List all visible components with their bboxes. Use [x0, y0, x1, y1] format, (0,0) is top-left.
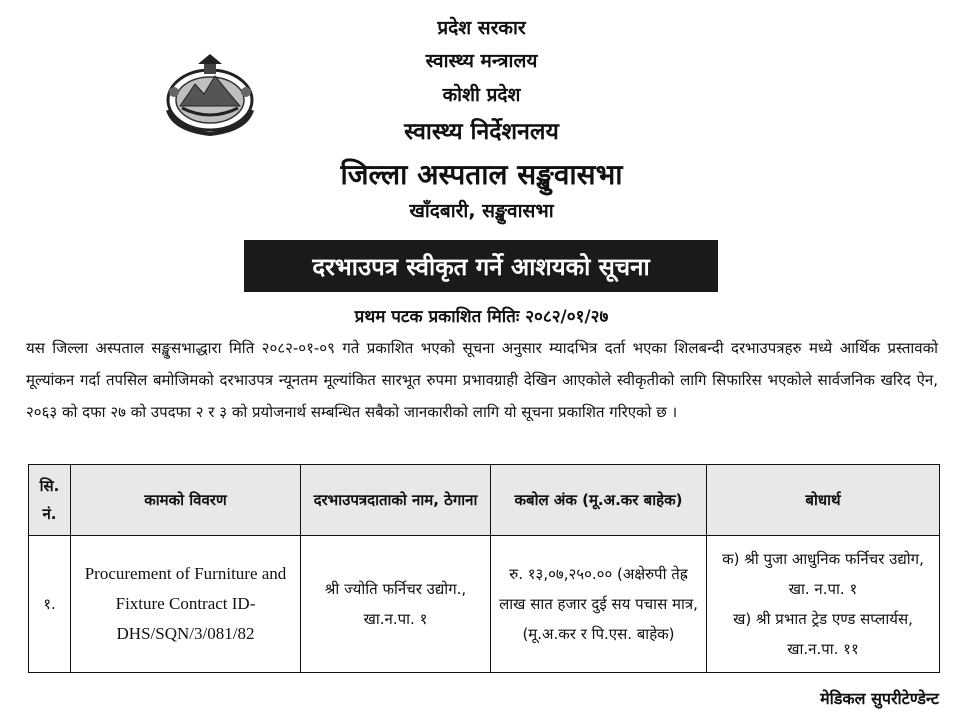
bid-table [28, 464, 940, 673]
cell-sn: १. [29, 536, 71, 673]
remarks-item-b: ख) श्री प्रभात ट्रेड एण्ड सप्लार्यस, खा.न.पा. ११ [733, 610, 913, 658]
header-directorate: स्वास्थ्य निर्देशनलय [404, 119, 559, 145]
cell-bidder: श्री ज्योति फर्निचर उद्योग., खा.न.पा. १ [301, 536, 491, 673]
cell-description: Procurement of Furniture and Fixture Contract ID-DHS/SQN/3/081/82 [71, 536, 301, 673]
cell-amount: रु. १३,०७,२५०.०० (अक्षेरुपी तेह्र लाख सात हजार दुई सय पचास मात्र, (मू.अ.कर र पि.एस. बाहेक) [491, 536, 707, 673]
table-row [29, 536, 940, 673]
header-province-name: कोशी प्रदेश [442, 84, 521, 106]
col-header-sn: सि. नं. [29, 465, 71, 536]
col-header-bidder: दरभाउपत्रदाताको नाम, ठेगाना [301, 465, 491, 536]
table-header-row [29, 465, 940, 536]
col-header-description: कामको विवरण [71, 465, 301, 536]
col-header-remarks: बोधार्थ [707, 465, 940, 536]
header-hospital-name: जिल्ला अस्पताल सङ्खुवासभा [340, 158, 623, 191]
notice-body: यस जिल्ला अस्पताल सङ्खुसभाद्धारा मिति २०८२-०१-०९ गते प्रकाशित भएको सूचना अनुसार म्यादभित्र दर्ता भएका शिलबन्दी दरभाउपत्रहरु मध्ये आर्थिक प्रस्तावको मूल्यांकन गर्दा तपसिल बमोजिमको दरभाउपत्र न्यूनतम मूल्यांकित सारभूत रुपमा प्रभावग्राही देखिन आएकोले स्वीकृतीको लागि सिफारिस भएकोले सार्वजनिक खरिद ऐन, २०६३ को दफा २७ को उपदफा २ र ३ को प्रयोजनार्थ सम्बन्धित सबैको जानकारीको लागि यो सूचना प्रकाशित गरिएको छ । [26, 339, 938, 421]
header-ministry: स्वास्थ्य मन्त्रालय [425, 50, 538, 72]
header-address: खाँदबारी, सङ्खुवासभा [409, 200, 554, 222]
notice-title-banner: दरभाउपत्र स्वीकृत गर्ने आशयको सूचना [244, 240, 718, 292]
publication-date: प्रथम पटक प्रकाशित मितिः २०८२/०१/२७ [354, 307, 609, 327]
signature-title: मेडिकल सुपरीटेण्डेन्ट [820, 689, 939, 708]
cell-remarks [707, 536, 940, 673]
col-header-amount: कबोल अंक (मू.अ.कर बाहेक) [491, 465, 707, 536]
remarks-item-a: क) श्री पुजा आधुनिक फर्निचर उद्योग, खा. न.पा. १ [722, 550, 924, 598]
header-province-government: प्रदेश सरकार [437, 17, 526, 39]
